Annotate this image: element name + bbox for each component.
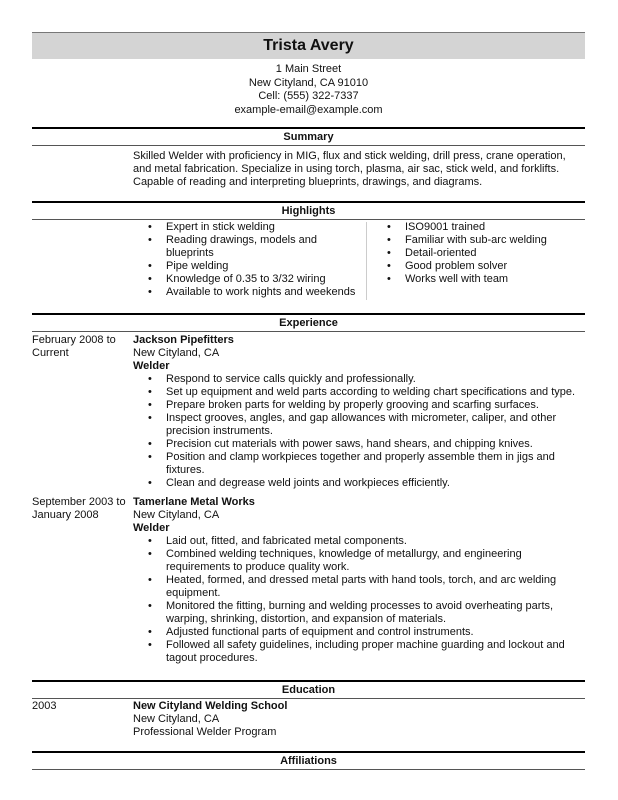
list-item: • Inspect grooves, angles, and gap allowances with micrometer, caliper, and other precision instruments.: [133, 412, 585, 438]
highlights-divider: [366, 222, 367, 300]
list-item: • Precision cut materials with power saws, hand shears, and chipping knives.: [133, 438, 585, 451]
list-item: • Reading drawings, models and blueprints: [133, 234, 363, 260]
school-name: New Cityland Welding School: [133, 700, 288, 712]
highlights-right-column: [372, 221, 582, 286]
highlights-left-column: [133, 221, 363, 299]
list-item: • Combined welding techniques, knowledge of metallurgy, and engineering requirements to produce quality work.: [133, 548, 585, 574]
job-dates: September 2003 to January 2008: [32, 496, 126, 521]
job-company: Tamerlane Metal Works: [133, 496, 255, 508]
job-location: New Cityland, CA: [133, 509, 220, 521]
list-item: • Respond to service calls quickly and professionally.: [133, 373, 585, 386]
list-item: • Adjusted functional parts of equipment and control instruments.: [133, 626, 585, 639]
section-heading-education: Education: [32, 680, 585, 699]
job-dates: February 2008 to Current: [32, 334, 116, 359]
job-title: Welder: [133, 360, 170, 372]
list-item: • Available to work nights and weekends: [133, 286, 363, 299]
list-item: • Knowledge of 0.35 to 3/32 wiring: [133, 273, 363, 286]
school-location: New Cityland, CA: [133, 713, 220, 725]
section-heading-affiliations: Affiliations: [32, 751, 585, 770]
list-item: • Detail-oriented: [372, 247, 582, 260]
job-company: Jackson Pipefitters: [133, 334, 234, 346]
list-item: • Good problem solver: [372, 260, 582, 273]
email: example-email@example.com: [234, 103, 383, 116]
name-header: [32, 32, 585, 59]
list-item: • Laid out, fitted, and fabricated metal components.: [133, 535, 585, 548]
education-entry: [133, 700, 585, 739]
program-name: Professional Welder Program: [133, 726, 277, 738]
address-line-1: 1 Main Street: [275, 63, 342, 75]
job-title: Welder: [133, 522, 170, 534]
job-entry: [133, 334, 585, 490]
summary-text: Skilled Welder with proficiency in MIG, flux and stick welding, drill press, crane operation, and metal fabrication. Specialize in using torch, plasma, air sac, stick weld, and forklifts. Capable of reading and interpreting blueprints, drawings, and diagrams.: [133, 150, 566, 188]
section-heading-highlights: Highlights: [32, 201, 585, 220]
phone: Cell: (555) 322-7337: [258, 90, 359, 102]
candidate-name: Trista Avery: [263, 37, 354, 54]
list-item: • Heated, formed, and dressed metal parts with hand tools, torch, and arc welding equipment.: [133, 574, 585, 600]
list-item: • Set up equipment and weld parts according to welding chart specifications and type.: [133, 386, 585, 399]
job-entry: [133, 496, 585, 665]
list-item: • Prepare broken parts for welding by properly grooving and scarfing surfaces.: [133, 399, 585, 412]
list-item: • ISO9001 trained: [372, 221, 582, 234]
list-item: • Followed all safety guidelines, including proper machine guarding and lockout and tagout procedures.: [133, 639, 585, 665]
list-item: • Familiar with sub-arc welding: [372, 234, 582, 247]
section-heading-experience: Experience: [32, 313, 585, 332]
list-item: • Clean and degrease weld joints and workpieces efficiently.: [133, 477, 585, 490]
address-line-2: New Cityland, CA 91010: [248, 76, 369, 89]
list-item: • Expert in stick welding: [133, 221, 363, 234]
list-item: • Position and clamp workpieces together and properly assemble them in jigs and fixtures.: [133, 451, 585, 477]
list-item: • Works well with team: [372, 273, 582, 286]
section-heading-summary: Summary: [32, 127, 585, 146]
contact-info: [32, 63, 585, 117]
job-location: New Cityland, CA: [133, 347, 220, 359]
list-item: • Pipe welding: [133, 260, 363, 273]
list-item: • Monitored the fitting, burning and welding processes to avoid overheating parts, warping, shrinking, distortion, and expansion of materials.: [133, 600, 585, 626]
education-year: 2003: [32, 700, 57, 712]
